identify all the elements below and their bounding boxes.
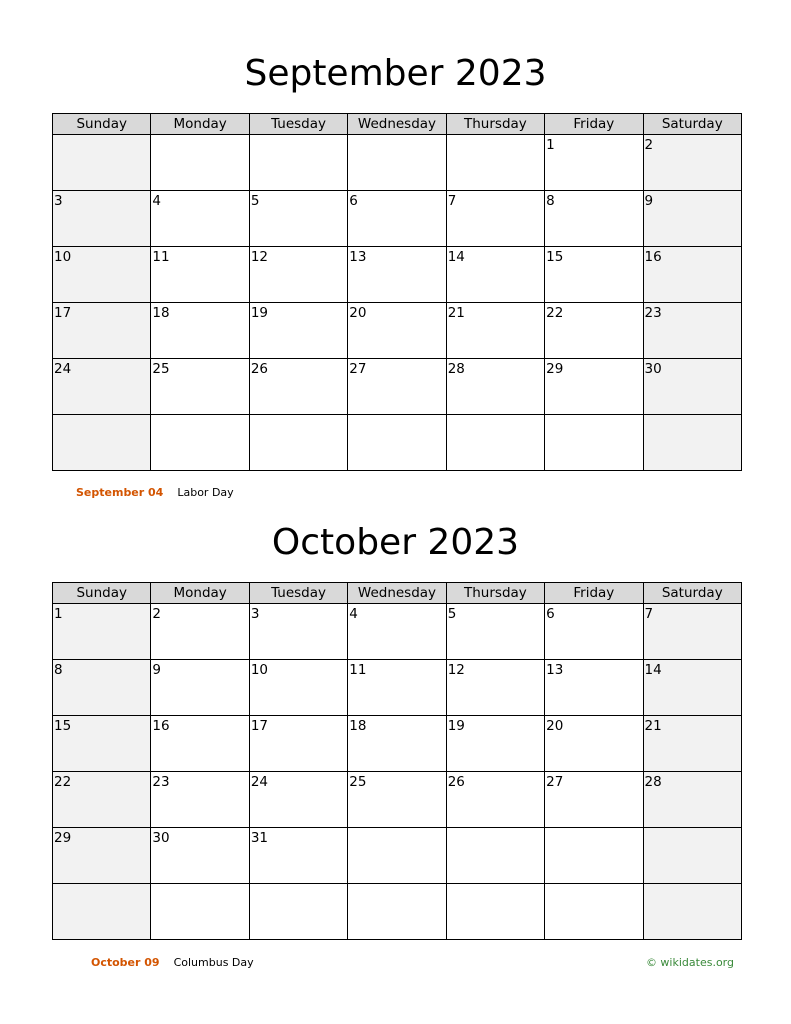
day-cell xyxy=(53,303,151,359)
day-cell xyxy=(446,135,544,191)
day-cell xyxy=(446,415,544,471)
weekday-header: Thursday xyxy=(446,114,544,135)
weeks-october xyxy=(53,604,742,940)
day-number xyxy=(545,828,642,830)
day-number: 12 xyxy=(250,249,269,265)
day-cell xyxy=(545,884,643,940)
day-cell xyxy=(249,604,347,660)
day-number: 28 xyxy=(644,774,662,790)
day-number: 4 xyxy=(152,193,162,209)
day-number: 24 xyxy=(54,361,72,377)
day-number: 21 xyxy=(447,305,465,321)
day-cell xyxy=(249,191,347,247)
day-number xyxy=(151,884,248,886)
day-cell xyxy=(545,247,643,303)
day-number: 18 xyxy=(349,718,367,734)
day-cell xyxy=(151,359,249,415)
day-cell xyxy=(446,660,544,716)
day-cell xyxy=(545,716,643,772)
day-number: 26 xyxy=(447,774,465,790)
day-cell xyxy=(545,191,643,247)
day-number xyxy=(250,415,347,417)
day-number: 25 xyxy=(152,361,170,377)
day-number xyxy=(447,135,544,137)
day-number: 27 xyxy=(349,361,367,377)
day-cell xyxy=(151,716,249,772)
day-number xyxy=(644,884,741,886)
weekday-header-row xyxy=(53,114,742,135)
day-cell xyxy=(446,772,544,828)
day-cell xyxy=(249,247,347,303)
day-number: 5 xyxy=(250,193,260,209)
week-row xyxy=(53,660,742,716)
day-number xyxy=(447,828,544,830)
day-number: 9 xyxy=(644,193,654,209)
weekday-header-row xyxy=(53,583,742,604)
day-cell xyxy=(643,415,741,471)
day-number xyxy=(53,884,150,886)
holiday-name: Labor Day xyxy=(177,486,234,499)
calendar-grid-october xyxy=(52,582,742,940)
weekday-header: Monday xyxy=(151,114,249,135)
day-number: 17 xyxy=(250,718,269,734)
week-row xyxy=(53,828,742,884)
week-row xyxy=(53,604,742,660)
holiday-name: Columbus Day xyxy=(173,956,254,969)
day-number: 5 xyxy=(447,606,457,622)
week-row xyxy=(53,772,742,828)
week-row xyxy=(53,884,742,940)
weekday-header: Sunday xyxy=(53,583,151,604)
day-number: 19 xyxy=(250,305,269,321)
month-title-september: September 2023 xyxy=(244,53,547,94)
weekday-header: Saturday xyxy=(643,114,741,135)
day-number xyxy=(53,415,150,417)
day-cell xyxy=(348,359,446,415)
day-number: 11 xyxy=(152,249,170,265)
day-cell xyxy=(643,716,741,772)
day-number xyxy=(151,135,248,137)
day-cell xyxy=(348,660,446,716)
day-number xyxy=(348,415,445,417)
weekday-header: Wednesday xyxy=(348,114,446,135)
day-cell xyxy=(53,604,151,660)
day-cell xyxy=(545,772,643,828)
week-row xyxy=(53,716,742,772)
day-cell xyxy=(53,716,151,772)
day-cell xyxy=(151,135,249,191)
day-cell xyxy=(348,191,446,247)
weekday-header: Sunday xyxy=(53,114,151,135)
day-cell xyxy=(446,604,544,660)
day-cell xyxy=(249,884,347,940)
day-number: 29 xyxy=(546,361,564,377)
day-cell xyxy=(249,660,347,716)
day-number: 11 xyxy=(349,662,367,678)
day-number: 10 xyxy=(250,662,269,678)
day-cell xyxy=(53,660,151,716)
day-number: 20 xyxy=(349,305,367,321)
holiday-date: October 09 xyxy=(91,956,160,969)
day-cell xyxy=(53,135,151,191)
day-cell xyxy=(446,303,544,359)
week-row xyxy=(53,415,742,471)
day-cell xyxy=(348,828,446,884)
day-number: 1 xyxy=(54,606,63,622)
day-cell xyxy=(151,247,249,303)
day-number: 13 xyxy=(349,249,367,265)
day-cell xyxy=(446,828,544,884)
day-number: 7 xyxy=(644,606,654,622)
day-cell xyxy=(151,191,249,247)
day-cell xyxy=(249,415,347,471)
day-number: 6 xyxy=(546,606,555,622)
day-cell xyxy=(53,772,151,828)
day-cell xyxy=(348,247,446,303)
day-cell xyxy=(53,884,151,940)
day-number: 2 xyxy=(644,137,654,153)
day-cell xyxy=(53,828,151,884)
day-number: 3 xyxy=(250,606,260,622)
day-number: 13 xyxy=(546,662,564,678)
day-cell xyxy=(643,884,741,940)
day-cell xyxy=(446,716,544,772)
holiday-note-september xyxy=(76,486,234,500)
day-number: 31 xyxy=(250,830,269,846)
day-cell xyxy=(151,604,249,660)
weekday-header: Tuesday xyxy=(249,583,347,604)
day-cell xyxy=(446,247,544,303)
day-number: 16 xyxy=(152,718,170,734)
week-row xyxy=(53,359,742,415)
day-cell xyxy=(643,135,741,191)
day-number: 12 xyxy=(447,662,465,678)
day-cell xyxy=(348,772,446,828)
day-cell xyxy=(348,135,446,191)
week-row xyxy=(53,303,742,359)
day-number: 10 xyxy=(54,249,72,265)
week-row xyxy=(53,191,742,247)
day-cell xyxy=(446,359,544,415)
day-number xyxy=(53,135,150,137)
day-cell xyxy=(151,415,249,471)
holiday-note-october xyxy=(91,956,254,970)
day-cell xyxy=(545,660,643,716)
day-cell xyxy=(249,135,347,191)
day-cell xyxy=(151,660,249,716)
day-number xyxy=(644,415,741,417)
day-cell xyxy=(643,191,741,247)
weeks-september xyxy=(53,135,742,471)
day-number: 14 xyxy=(447,249,465,265)
day-cell xyxy=(53,191,151,247)
weekday-header: Friday xyxy=(545,114,643,135)
day-number: 23 xyxy=(644,305,662,321)
day-cell xyxy=(348,303,446,359)
day-cell xyxy=(53,415,151,471)
day-cell xyxy=(643,660,741,716)
day-number: 15 xyxy=(54,718,72,734)
day-number: 21 xyxy=(644,718,662,734)
day-number xyxy=(545,415,642,417)
day-number: 2 xyxy=(152,606,162,622)
day-number: 20 xyxy=(546,718,564,734)
day-cell xyxy=(151,772,249,828)
weekday-header: Tuesday xyxy=(249,114,347,135)
day-number xyxy=(644,828,741,830)
day-cell xyxy=(249,772,347,828)
day-number xyxy=(348,828,445,830)
day-cell xyxy=(446,884,544,940)
day-cell xyxy=(545,135,643,191)
day-cell xyxy=(348,716,446,772)
day-cell xyxy=(53,247,151,303)
day-cell xyxy=(446,191,544,247)
day-number: 6 xyxy=(349,193,358,209)
day-number: 29 xyxy=(54,830,72,846)
day-number xyxy=(250,135,347,137)
weekday-header: Monday xyxy=(151,583,249,604)
day-number xyxy=(151,415,248,417)
day-cell xyxy=(643,828,741,884)
day-cell xyxy=(545,604,643,660)
day-number: 18 xyxy=(152,305,170,321)
day-cell xyxy=(151,828,249,884)
weekday-header: Wednesday xyxy=(348,583,446,604)
day-cell xyxy=(545,359,643,415)
day-cell xyxy=(643,772,741,828)
day-number: 30 xyxy=(152,830,170,846)
day-cell xyxy=(643,359,741,415)
day-number: 7 xyxy=(447,193,457,209)
day-number: 9 xyxy=(152,662,162,678)
day-number: 4 xyxy=(349,606,358,622)
day-cell xyxy=(348,604,446,660)
day-number: 30 xyxy=(644,361,662,377)
day-number: 25 xyxy=(349,774,367,790)
day-number: 19 xyxy=(447,718,465,734)
day-number: 14 xyxy=(644,662,662,678)
day-cell xyxy=(348,415,446,471)
day-cell xyxy=(348,884,446,940)
day-cell xyxy=(545,303,643,359)
day-number: 1 xyxy=(546,137,555,153)
day-number xyxy=(348,135,445,137)
day-number xyxy=(545,884,642,886)
day-number: 23 xyxy=(152,774,170,790)
day-number: 22 xyxy=(54,774,72,790)
day-cell xyxy=(249,828,347,884)
day-number xyxy=(250,884,347,886)
day-number xyxy=(348,884,445,886)
week-row xyxy=(53,247,742,303)
month-title-october: October 2023 xyxy=(271,522,520,563)
day-number xyxy=(447,415,544,417)
weekday-header: Thursday xyxy=(446,583,544,604)
day-cell xyxy=(643,247,741,303)
day-number: 8 xyxy=(546,193,555,209)
day-number: 27 xyxy=(546,774,564,790)
day-number: 24 xyxy=(250,774,269,790)
weekday-header: Saturday xyxy=(643,583,741,604)
day-number: 8 xyxy=(54,662,63,678)
calendar-grid-september xyxy=(52,113,742,471)
day-cell xyxy=(53,359,151,415)
day-cell xyxy=(545,828,643,884)
week-row xyxy=(53,135,742,191)
day-number: 17 xyxy=(54,305,72,321)
day-number: 22 xyxy=(546,305,564,321)
day-cell xyxy=(545,415,643,471)
day-number xyxy=(447,884,544,886)
day-cell xyxy=(249,359,347,415)
site-credit[interactable]: © wikidates.org xyxy=(645,956,734,969)
day-number: 28 xyxy=(447,361,465,377)
day-cell xyxy=(151,884,249,940)
day-cell xyxy=(249,716,347,772)
day-cell xyxy=(249,303,347,359)
day-number: 16 xyxy=(644,249,662,265)
holiday-date: September 04 xyxy=(76,486,164,499)
day-cell xyxy=(151,303,249,359)
day-number: 3 xyxy=(54,193,63,209)
day-number: 15 xyxy=(546,249,564,265)
weekday-header: Friday xyxy=(545,583,643,604)
day-number: 26 xyxy=(250,361,269,377)
day-cell xyxy=(643,604,741,660)
day-cell xyxy=(643,303,741,359)
